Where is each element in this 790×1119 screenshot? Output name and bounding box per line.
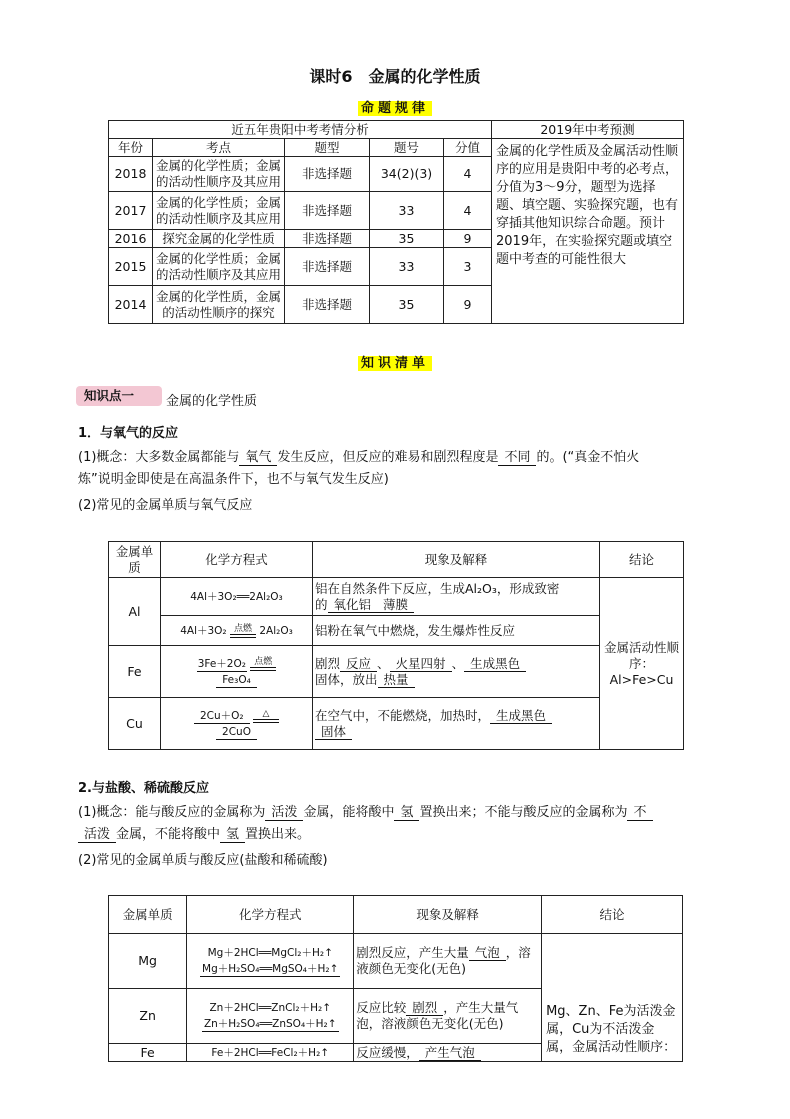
equation-cell: Mg＋2HCl══MgCl₂＋H₂↑ Mg＋H₂SO₄══MgSO₄＋H₂↑ — [187, 934, 354, 989]
metal-cell: Al — [109, 578, 161, 646]
section-heading-knowledge: 知识清单 — [0, 352, 790, 371]
point-cell: 金属的化学性质，金属的活动性顺序的探究 — [153, 286, 285, 324]
column-header: 金属单质 — [109, 896, 187, 934]
blank-answer: 氢 — [394, 806, 419, 821]
number-cell: 35 — [370, 230, 444, 248]
equation-cell: Fe＋2HCl══FeCl₂＋H₂↑ — [187, 1044, 354, 1062]
blank-answer: 热量 — [378, 673, 415, 688]
conclusion-cell: 金属活动性顺序：Al>Fe>Cu — [600, 578, 684, 750]
score-cell: 3 — [444, 248, 492, 286]
blank-answer: 生成黑色 — [464, 657, 526, 672]
year-cell: 2014 — [109, 286, 153, 324]
blank-answer: 不 — [627, 806, 652, 821]
column-header: 化学方程式 — [161, 542, 313, 578]
blank-answer: 反应 — [340, 657, 377, 672]
metal-cell: Fe — [109, 1044, 187, 1062]
conclusion-cell: Mg、Zn、Fe为活泼金属，Cu为不活泼金属，金属活动性顺序： — [542, 934, 683, 1062]
subheading-acid: 2.与盐酸、稀硫酸反应 — [78, 781, 209, 796]
type-cell: 非选择题 — [285, 157, 370, 192]
phenomenon-cell: 反应比较 剧烈 ，产生大量气泡，溶液颜色无变化(无色) — [354, 989, 542, 1044]
blank-answer: 活泼 — [78, 828, 116, 843]
year-cell: 2018 — [109, 157, 153, 192]
blank-answer: 剧烈 — [406, 1001, 443, 1016]
paragraph-oxygen-concept: (1)概念：大多数金属都能与 氧气 发生反应，但反应的难易和剧烈程度是 不同 的。(“真金不怕火 炼”说明金即使是在高温条件下，也不与氧气发生反应) — [78, 450, 640, 487]
column-header: 化学方程式 — [187, 896, 354, 934]
score-cell: 9 — [444, 286, 492, 324]
prediction-text: 金属的化学性质及金属活动性顺序的应用是贵阳中考的必考点，分值为3～9分，题型为选择题、填空题、实验探究题，也有穿插其他知识综合命题。预计2019年，在实验探究题或填空题中考查的可能性很大 — [492, 139, 684, 324]
equation-cell: 4Al＋3O₂══2Al₂O₃ — [161, 578, 313, 616]
blank-answer: 氢 — [220, 828, 245, 843]
page-title: 课时6 金属的化学性质 — [309, 67, 481, 86]
phenomenon-cell: 在空气中，不能燃烧，加热时， 生成黑色 固体 — [313, 698, 600, 750]
blank-answer: 生成黑色 — [490, 709, 552, 724]
metal-cell: Fe — [109, 646, 161, 698]
type-cell: 非选择题 — [285, 248, 370, 286]
score-cell: 9 — [444, 230, 492, 248]
point-cell: 金属的化学性质；金属的活动性顺序及其应用 — [153, 157, 285, 192]
paragraph-oxygen-table-intro: (2)常见的金属单质与氧气反应 — [78, 498, 253, 513]
section-heading-rules: 命题规律 — [0, 97, 790, 116]
phenomenon-cell: 反应缓慢， 产生气泡 — [354, 1044, 542, 1062]
year-cell: 2015 — [109, 248, 153, 286]
exam-analysis-table — [108, 120, 684, 324]
knowledge-point-badge: 知识点一 — [76, 386, 162, 406]
paragraph-acid-concept: (1)概念：能与酸反应的金属称为 活泼 金属，能将酸中 氢 置换出来；不能与酸反应的金属称为 不 活泼 金属，不能将酸中 氢 置换出来。 — [78, 802, 748, 846]
phenomenon-cell: 剧烈反应，产生大量 气泡 ，溶液颜色无变化(无色) — [354, 934, 542, 989]
column-header: 现象及解释 — [313, 542, 600, 578]
paragraph-acid-table-intro: (2)常见的金属单质与酸反应(盐酸和稀硫酸) — [78, 853, 328, 868]
oxygen-reaction-table — [108, 541, 684, 750]
blank-answer: 产生气泡 — [419, 1046, 481, 1061]
column-header: 现象及解释 — [354, 896, 542, 934]
equation-cell: Zn＋2HCl══ZnCl₂＋H₂↑ Zn＋H₂SO₄══ZnSO₄＋H₂↑ — [187, 989, 354, 1044]
number-cell: 35 — [370, 286, 444, 324]
type-cell: 非选择题 — [285, 192, 370, 230]
blank-answer: 薄膜 — [377, 598, 414, 613]
knowledge-point-title: 金属的化学性质 — [166, 394, 258, 409]
year-cell: 2017 — [109, 192, 153, 230]
equation-cell: 4Al＋3O₂ 点燃 2Al₂O₃ — [161, 616, 313, 646]
metal-cell: Zn — [109, 989, 187, 1044]
score-cell: 4 — [444, 157, 492, 192]
column-header: 年份 — [109, 139, 153, 157]
score-cell: 4 — [444, 192, 492, 230]
phenomenon-cell: 铝粉在氧气中燃烧，发生爆炸性反应 — [313, 616, 600, 646]
column-header: 金属单质 — [109, 542, 161, 578]
column-header: 分值 — [444, 139, 492, 157]
subheading-oxygen: 1．与氧气的反应 — [78, 426, 179, 441]
equation-cell: 2Cu＋O₂ △ 2CuO — [161, 698, 313, 750]
equation-cell: 3Fe＋2O₂ 点燃 Fe₃O₄ — [161, 646, 313, 698]
type-cell: 非选择题 — [285, 286, 370, 324]
blank-answer: 活泼 — [265, 806, 303, 821]
blank-answer: 气泡 — [469, 946, 506, 961]
metal-cell: Mg — [109, 934, 187, 989]
column-header: 结论 — [542, 896, 683, 934]
column-header: 考点 — [153, 139, 285, 157]
column-header: 题型 — [285, 139, 370, 157]
blank-answer: 不同 — [498, 451, 536, 466]
blank-answer: 固体 — [315, 725, 352, 740]
column-header: 结论 — [600, 542, 684, 578]
metal-cell: Cu — [109, 698, 161, 750]
point-cell: 金属的化学性质；金属的活动性顺序及其应用 — [153, 192, 285, 230]
blank-answer: 火星四射 — [390, 657, 452, 672]
column-header: 题号 — [370, 139, 444, 157]
number-cell: 33 — [370, 192, 444, 230]
acid-reaction-table — [108, 895, 683, 1062]
blank-answer: 氧化铝 — [328, 598, 378, 613]
year-cell: 2016 — [109, 230, 153, 248]
table-header: 2019年中考预测 — [492, 121, 684, 139]
table-header: 近五年贵阳中考考情分析 — [109, 121, 492, 139]
number-cell: 34(2)(3) — [370, 157, 444, 192]
point-cell: 金属的化学性质；金属的活动性顺序及其应用 — [153, 248, 285, 286]
number-cell: 33 — [370, 248, 444, 286]
type-cell: 非选择题 — [285, 230, 370, 248]
point-cell: 探究金属的化学性质 — [153, 230, 285, 248]
blank-answer: 氧气 — [239, 451, 277, 466]
phenomenon-cell: 剧烈 反应 、 火星四射 、 生成黑色 固体，放出 热量 — [313, 646, 600, 698]
phenomenon-cell: 铝在自然条件下反应，生成Al₂O₃，形成致密 的 氧化铝 薄膜 — [313, 578, 600, 616]
